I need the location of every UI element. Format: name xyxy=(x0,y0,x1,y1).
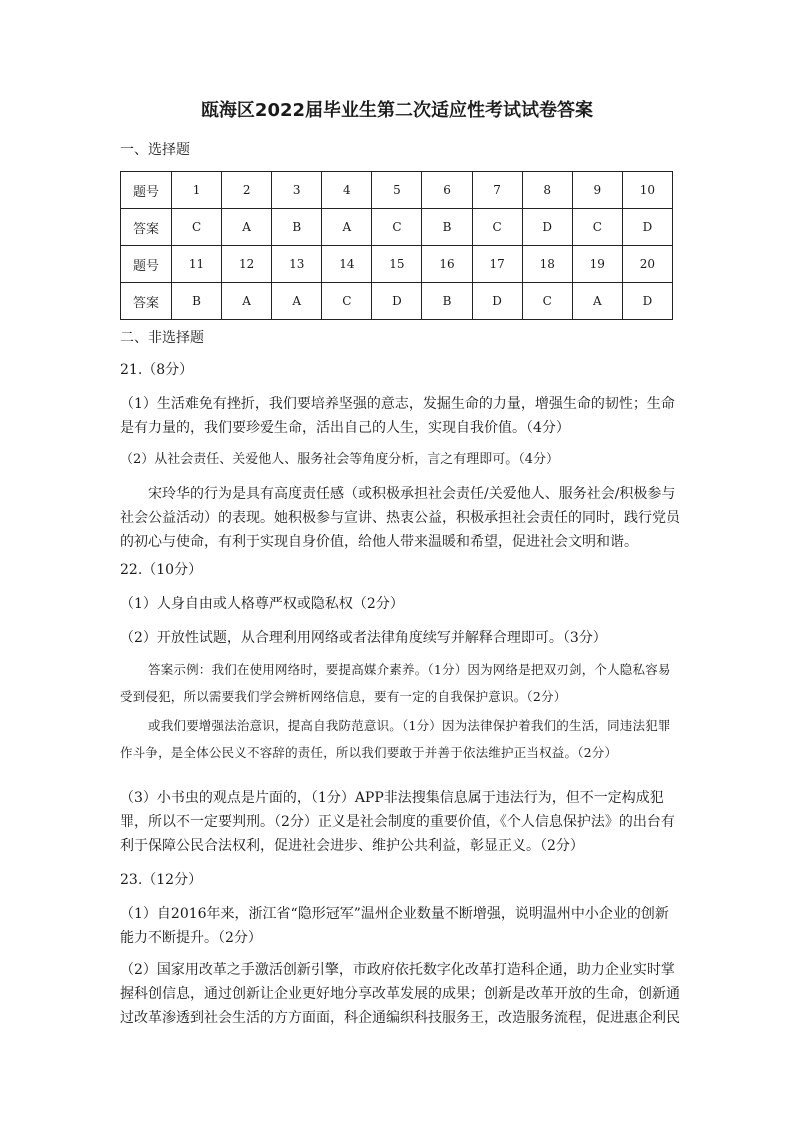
table-cell: D xyxy=(522,209,572,246)
q22-part1: （1）人身自由或人格尊严权或隐私权（2分） xyxy=(120,596,404,612)
table-cell: 5 xyxy=(372,172,422,209)
q21-part2: （2）从社会责任、关爱他人、服务社会等角度分析，言之有理即可。（4分） xyxy=(120,452,560,467)
q23-part1: （1）自2016年来，浙江省“隐形冠军”温州企业数量不断增强，说明温州中小企业的创新能力不断提升。（2分） xyxy=(120,906,669,946)
table-cell: C xyxy=(472,209,522,246)
table-cell: 2 xyxy=(222,172,272,209)
section-heading-choice: 一、选择题 xyxy=(120,142,190,158)
q21-example: 宋玲华的行为是具有高度责任感（或积极承担社会责任/关爱他人、服务社会/积极参与社会公益活动）的表现。她积极参与宣讲、热衷公益，积极承担社会责任的同时，践行党员的初心与使命，有利于实现自身价值，给他人带来温暖和希望，促进社会文明和谐。 xyxy=(120,486,680,550)
table-row xyxy=(121,246,673,283)
row-label: 题号 xyxy=(121,172,172,209)
table-cell: A xyxy=(222,209,272,246)
q23-part2: （2）国家用改革之手激活创新引擎，市政府依托数字化改革打造科企通，助力企业实时掌握科创信息，通过创新让企业更好地分享改革发展的成果；创新是改革开放的生命，创新通过改革渗透到社会生活的方方面面，科企通编织科技服务王，改造服务流程，促进惠企利民 xyxy=(120,962,680,1026)
row-label: 题号 xyxy=(121,246,172,283)
table-cell: 18 xyxy=(522,246,572,283)
table-cell: C xyxy=(572,209,622,246)
table-cell: D xyxy=(472,283,522,320)
table-cell: A xyxy=(222,283,272,320)
q23-heading: 23.（12分） xyxy=(120,872,203,888)
q22-example-2: 或我们要增强法治意识，提高自我防范意识。（1分）因为法律保护着我们的生活，同违法犯罪作斗争，是全体公民义不容辞的责任，所以我们要敢于并善于依法维护正当权益。（2分） xyxy=(120,718,671,760)
table-cell: 10 xyxy=(622,172,672,209)
table-cell: C xyxy=(372,209,422,246)
table-cell: C xyxy=(322,283,372,320)
q22-example-1: 答案示例：我们在使用网络时，要提高媒介素养。（1分）因为网络是把双刃剑，个人隐私容易受到侵犯，所以需要我们学会辨析网络信息，要有一定的自我保护意识。（2分） xyxy=(120,662,671,704)
table-cell: 8 xyxy=(522,172,572,209)
table-cell: C xyxy=(172,209,222,246)
q22-part2: （2）开放性试题，从合理利用网络或者法律角度续写并解释合理即可。（3分） xyxy=(120,630,607,646)
table-cell: 16 xyxy=(422,246,472,283)
table-row xyxy=(121,283,673,320)
table-cell: B xyxy=(422,209,472,246)
table-cell: B xyxy=(422,283,472,320)
table-cell: 4 xyxy=(322,172,372,209)
table-cell: B xyxy=(172,283,222,320)
table-cell: A xyxy=(322,209,372,246)
choice-answer-table xyxy=(120,171,673,320)
table-cell: D xyxy=(372,283,422,320)
table-cell: 11 xyxy=(172,246,222,283)
table-cell: C xyxy=(522,283,572,320)
section-heading-nonchoice: 二、非选择题 xyxy=(120,330,204,346)
q22-heading: 22.（10分） xyxy=(120,562,203,578)
table-cell: 17 xyxy=(472,246,522,283)
table-cell: 14 xyxy=(322,246,372,283)
row-label: 答案 xyxy=(121,283,172,320)
q21-part1: （1）生活难免有挫折，我们要培养坚强的意志，发掘生命的力量，增强生命的韧性；生命是有力量的，我们要珍爱生命，活出自己的人生，实现自我价值。（4分） xyxy=(120,396,675,436)
table-cell: 13 xyxy=(272,246,322,283)
row-label: 答案 xyxy=(121,209,172,246)
table-cell: 7 xyxy=(472,172,522,209)
table-cell: 3 xyxy=(272,172,322,209)
table-cell: 15 xyxy=(372,246,422,283)
table-cell: 12 xyxy=(222,246,272,283)
q21-heading: 21.（8分） xyxy=(120,362,194,378)
page-title: 瓯海区2022届毕业生第二次适应性考试试卷答案 xyxy=(200,100,594,121)
q22-part3: （3）小书虫的观点是片面的，（1分）APP非法搜集信息属于违法行为，但不一定构成犯罪，所以不一定要判刑。（2分）正义是社会制度的重要价值，《个人信息保护法》的出台有利于保障公民合法权利，促进社会进步、维护公共利益，彰显正义。（2分） xyxy=(120,790,675,854)
table-row xyxy=(121,209,673,246)
table-row xyxy=(121,172,673,209)
table-cell: 20 xyxy=(622,246,672,283)
table-cell: 1 xyxy=(172,172,222,209)
table-cell: B xyxy=(272,209,322,246)
table-cell: 19 xyxy=(572,246,622,283)
table-cell: A xyxy=(572,283,622,320)
table-cell: 6 xyxy=(422,172,472,209)
table-cell: 9 xyxy=(572,172,622,209)
table-cell: A xyxy=(272,283,322,320)
table-cell: D xyxy=(622,283,672,320)
table-cell: D xyxy=(622,209,672,246)
